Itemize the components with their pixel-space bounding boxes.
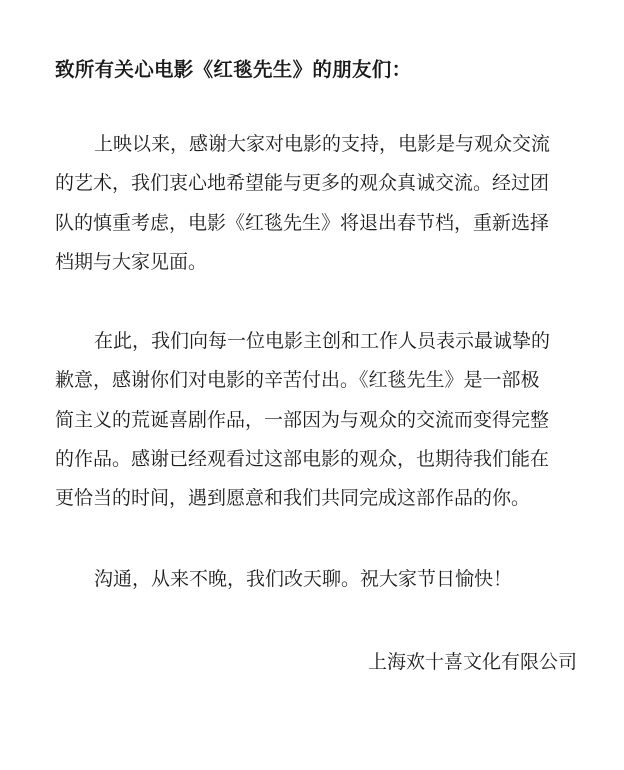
paragraph-line: 队的慎重考虑，电影《红毯先生》将退出春节档，重新选择 xyxy=(55,211,550,234)
letter-signature: 上海欢十喜文化有限公司 xyxy=(367,651,577,673)
paragraph-line: 歉意，感谢你们对电影的辛苦付出。《红毯先生》是一部极 xyxy=(55,369,540,392)
paragraph-line: 简主义的荒诞喜剧作品，一部因为与观众的交流而变得完整 xyxy=(55,408,550,431)
paragraph-line: 更恰当的时间，遇到愿意和我们共同完成这部作品的你。 xyxy=(55,487,531,510)
paragraph-line: 沟通，从来不晚，我们改天聊。祝大家节日愉快！ xyxy=(94,568,513,590)
paragraph-line: 的艺术，我们衷心地希望能与更多的观众真诚交流。经过团 xyxy=(55,172,550,195)
paragraph-2 xyxy=(55,322,585,518)
paragraph-1 xyxy=(55,125,585,282)
letter-salutation: 致所有关心电影《红毯先生》的朋友们： xyxy=(55,58,412,81)
paragraph-line: 档期与大家见面。 xyxy=(55,250,208,273)
paragraph-line: 的作品。感谢已经观看过这部电影的观众，也期待我们能在 xyxy=(55,447,550,470)
paragraph-line: 上映以来，感谢大家对电影的支持，电影是与观众交流 xyxy=(94,133,551,155)
paragraph-line: 在此，我们向每一位电影主创和工作人员表示最诚挚的 xyxy=(94,330,551,352)
paragraph-3 xyxy=(55,560,585,599)
